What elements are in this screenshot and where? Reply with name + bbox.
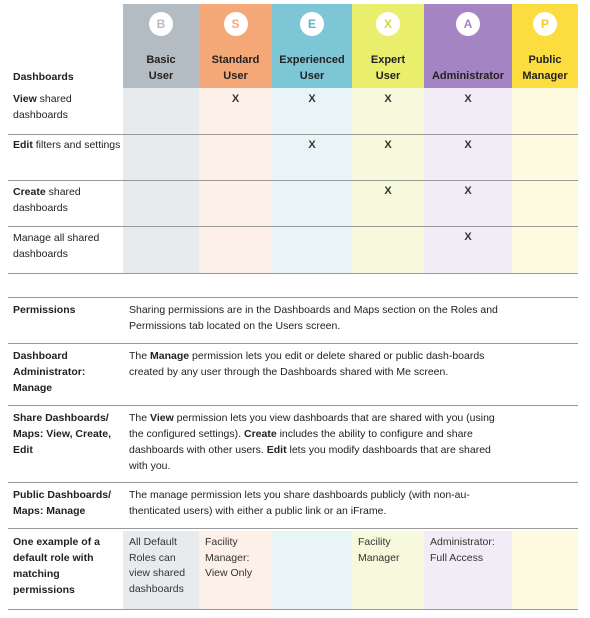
note-text-part: lets you modify dashboards that are shared with you. xyxy=(129,444,491,472)
role-header-public-manager xyxy=(512,4,578,88)
feature-label-text: filters and settings xyxy=(32,139,121,151)
note-label-example: One example of a default role with matching permissions xyxy=(13,536,100,596)
note-label-share: Share Dashboards/ Maps: View, Create, Edit xyxy=(13,412,112,456)
feature-label xyxy=(13,185,121,216)
permission-mark: X xyxy=(464,231,472,243)
example-tint-public xyxy=(512,531,578,609)
feature-label xyxy=(13,138,121,154)
note-text-bold: Create xyxy=(243,428,277,440)
row-divider xyxy=(8,343,578,344)
feature-label-text: shared dashboards xyxy=(13,186,81,214)
section-title: Dashboards xyxy=(13,71,74,83)
role-badge-expert: X xyxy=(376,12,400,36)
permission-mark: X xyxy=(384,185,392,197)
note-text-bold: Manage xyxy=(150,350,190,362)
role-badge-standard: S xyxy=(224,12,248,36)
note-label-public: Public Dashboards/ Maps: Manage xyxy=(13,489,112,517)
row-divider xyxy=(8,226,578,227)
row-divider xyxy=(8,134,578,135)
row-divider xyxy=(8,528,578,529)
feature-label-text: Manage all shared dashboards xyxy=(13,232,100,260)
feature-label-bold: View xyxy=(13,93,37,105)
note-text-share xyxy=(129,410,509,474)
role-label-experienced: Experienced User xyxy=(279,54,345,82)
example-cell-standard: Facility Manager: View Only xyxy=(205,536,253,579)
note-text-part: The xyxy=(129,350,151,362)
role-label-administrator: Administrator xyxy=(431,70,505,82)
role-header-basic-user xyxy=(123,4,199,88)
note-text-part: The xyxy=(129,412,151,424)
role-badge-basic: B xyxy=(149,12,173,36)
role-header-experienced-user xyxy=(272,4,352,88)
row-divider xyxy=(8,405,578,406)
role-label-standard: Standard User xyxy=(211,54,260,82)
row-divider xyxy=(8,609,578,610)
role-badge-administrator: A xyxy=(456,12,480,36)
row-divider xyxy=(8,297,578,298)
note-text-public: The manage permission lets you share dashboards publicly (with non-au-thenticated users) with either a public link or an iFrame. xyxy=(129,489,470,517)
permission-mark: X xyxy=(384,139,392,151)
note-text-bold: View xyxy=(150,412,174,424)
permission-mark: X xyxy=(464,185,472,197)
role-label-expert: Expert User xyxy=(370,54,406,82)
example-cell-administrator: Administrator: Full Access xyxy=(430,536,495,564)
note-text-part: includes the ability to configure and share dashboards with other users. xyxy=(129,428,473,456)
note-text-dashboard-admin xyxy=(129,348,509,380)
permission-mark: X xyxy=(308,139,316,151)
feature-label xyxy=(13,92,121,123)
example-tint-experienced xyxy=(272,531,352,609)
role-badge-public: P xyxy=(533,12,557,36)
permission-mark: X xyxy=(308,93,316,105)
feature-label-bold: Edit xyxy=(13,139,33,151)
permission-mark: X xyxy=(231,93,240,105)
row-divider xyxy=(8,180,578,181)
note-text-part: permission lets you edit or delete shared or public dash-boards created by any user through the Dashboards shared with Me screen. xyxy=(129,350,485,378)
feature-label xyxy=(13,231,121,262)
role-header-administrator xyxy=(424,4,512,88)
permission-mark: X xyxy=(464,93,472,105)
example-cell-basic: All Default Roles can view shared dashboards xyxy=(129,536,186,595)
feature-label-text: shared dashboards xyxy=(13,93,72,121)
row-divider xyxy=(8,273,578,274)
role-label-basic: Basic User xyxy=(146,54,176,82)
role-header-expert-user xyxy=(352,4,424,88)
permission-mark: X xyxy=(464,139,472,151)
feature-label-bold: Create xyxy=(13,186,46,198)
role-header-standard-user xyxy=(199,4,272,88)
note-text-part: permission lets you view dashboards that are shared with you (using the configured settings). xyxy=(129,412,495,440)
note-text-permissions: Sharing permissions are in the Dashboards and Maps section on the Roles and Permissions tab located on the Users screen. xyxy=(129,304,498,332)
role-badge-experienced: E xyxy=(300,12,324,36)
role-label-public: Public Manager xyxy=(522,54,568,82)
permission-mark: X xyxy=(384,93,392,105)
note-label-permissions: Permissions xyxy=(13,304,76,316)
note-text-bold: Edit xyxy=(266,444,287,456)
example-cell-expert: Facility Manager xyxy=(358,536,400,564)
row-divider xyxy=(8,482,578,483)
note-label-dashboard-admin: Dashboard Administrator: Manage xyxy=(13,350,86,394)
